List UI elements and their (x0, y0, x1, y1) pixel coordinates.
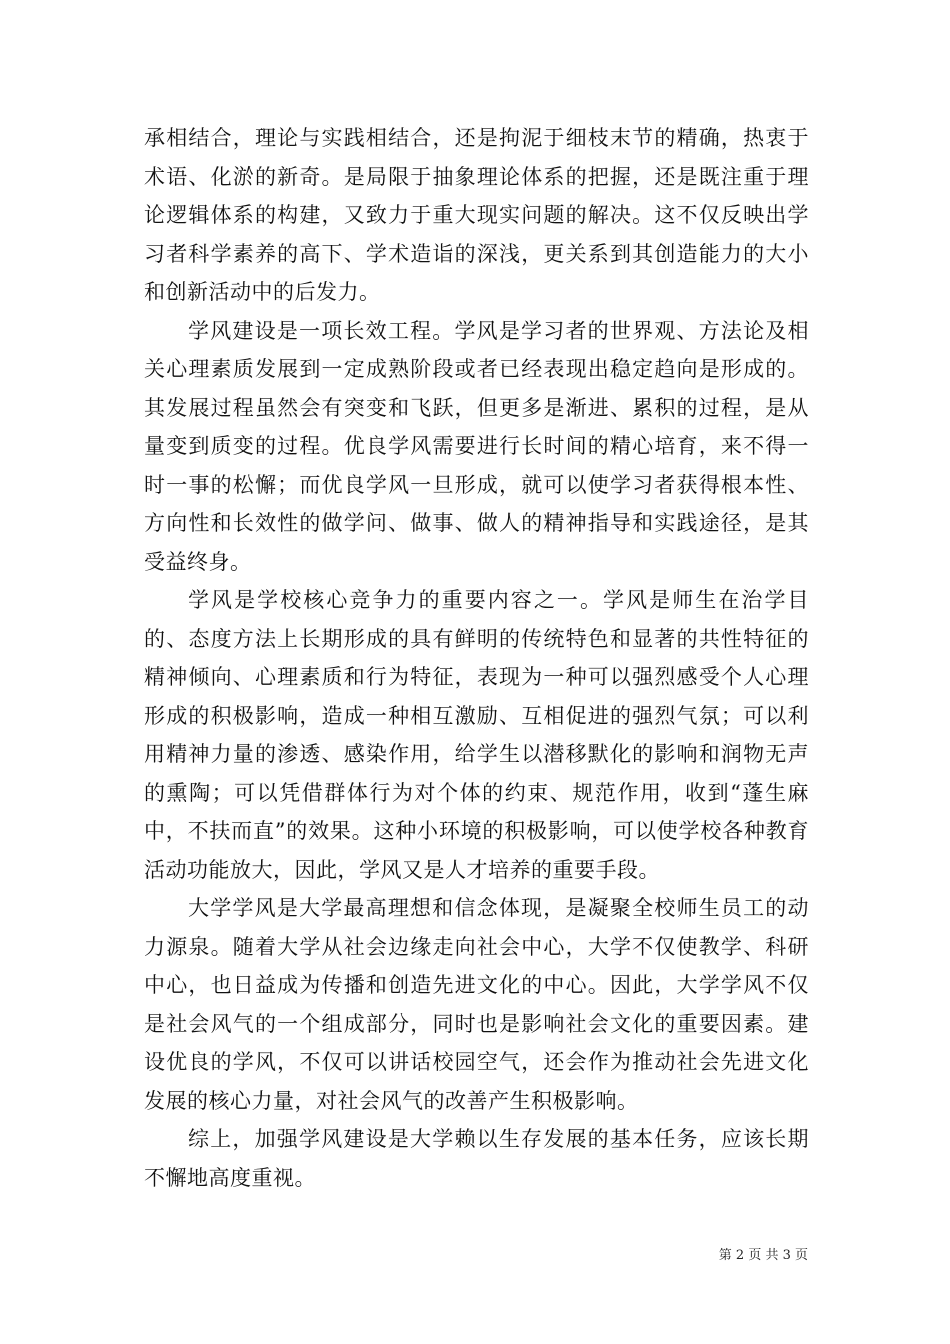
page-number: 第 2 页 共 3 页 (718, 1248, 808, 1263)
paragraph-2: 学风建设是一项长效工程。学风是学习者的世界观、方法论及相关心理素质发展到一定成熟阶段或者已经表现出稳定趋向是形成的。其发展过程虽然会有突变和飞跃，但更多是渐进、累积的过程，是从量变到质变的过程。优良学风需要进行长时间的精心培育，来不得一时一事的松懈；而优良学风一旦形成，就可以使学习者获得根本性、方向性和长效性的做学问、做事、做人的精神指导和实践途径，是其受益终身。 (144, 318, 809, 574)
paragraph-5: 综上，加强学风建设是大学赖以生存发展的基本任务，应该长期不懈地高度重视。 (144, 1127, 809, 1190)
paragraph-4: 大学学风是大学最高理想和信念体现，是凝聚全校师生员工的动力源泉。随着大学从社会边缘走向社会中心，大学不仅使教学、科研中心，也日益成为传播和创造先进文化的中心。因此，大学学风不仅是社会风气的一个组成部分，同时也是影响社会文化的重要因素。建设优良的学风，不仅可以讲话校园空气，还会作为推动社会先进文化发展的核心力量，对社会风气的改善产生积极影响。 (144, 896, 809, 1113)
body-text (144, 119, 809, 1197)
paragraph-3: 学风是学校核心竞争力的重要内容之一。学风是师生在治学目的、态度方法上长期形成的具有鲜明的传统特色和显著的共性特征的精神倾向、心理素质和行为特征，表现为一种可以强烈感受个人心理形成的积极影响，造成一种相互激励、互相促进的强烈气氛；可以利用精神力量的渗透、感染作用，给学生以潜移默化的影响和润物无声的熏陶；可以凭借群体行为对个体的约束、规范作用，收到“蓬生麻中，不扶而直”的效果。这种小环境的积极影响，可以使学校各种教育活动功能放大，因此，学风又是人才培养的重要手段。 (144, 588, 809, 882)
paragraph-1: 承相结合，理论与实践相结合，还是拘泥于细枝末节的精确，热衷于术语、化淤的新奇。是局限于抽象理论体系的把握，还是既注重于理论逻辑体系的构建，又致力于重大现实问题的解决。这不仅反映出学习者科学素养的高下、学术造诣的深浅，更关系到其创造能力的大小和创新活动中的后发力。 (144, 126, 809, 304)
